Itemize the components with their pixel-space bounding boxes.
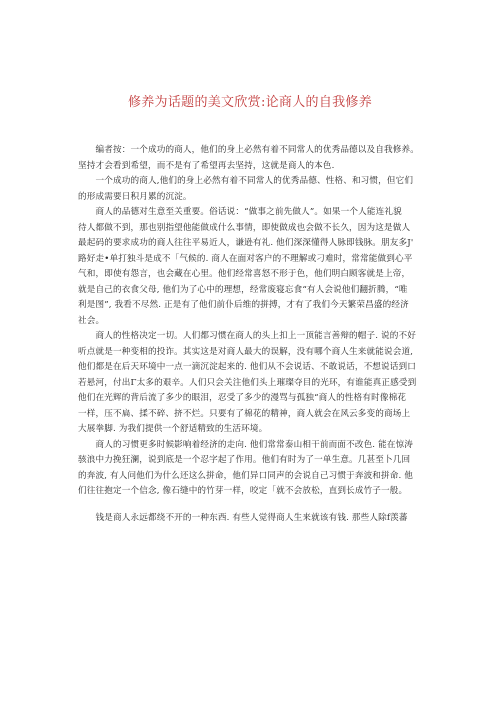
text-line: 就是自己的衣食父母, 他们为了心中的理想，经常废寝忘食“有人会说他们翻折腾，“唯 [78, 284, 408, 295]
text-line: 商人的品德对生意至关重要。俗话说：“做事之前先做人”。如果一个人能连礼貌 [78, 207, 402, 217]
text-line: 最起码的要求成功的商人往往平易近人，谦逊有礼. 他们深深懂得人脉即钱脉。朋友多J' [78, 238, 414, 248]
text-line: 他们在光辉的背后流了多少的眼泪，忍受了多少的漫骂与孤独“商人的性格有时像棉花 [78, 393, 407, 403]
text-line: 若悬河，付出Γ太多的艰辛。人们只会关注他们头上璀璨夺目的光环，有谁能真正感受到 [78, 377, 417, 388]
text-line: 骇浪中力挽狂澜，说到底是一个忍字起了作用。他们有时为了一单生意。几甚至卜几回 [78, 455, 411, 465]
text-line: 一个成功的商人,他们的身上必然有着不同常人的优秀品德、性格、和习惯，但它们 [78, 176, 414, 186]
text-line: 气和，即使有怨言，也会藏在心里。他们经常喜怒不形于色，他们明白顾客就是上帝， [78, 269, 411, 279]
text-line: 一样，压不扁、揉不碎、挤不烂。只要有了棉花的精神，商人就会在风云多变的商场上 [78, 408, 411, 419]
text-line: 的奔波, 有人问他们为什么还这么拼命，他们异口同声的会说自己习惯于奔波和拼命. 他 [78, 470, 414, 481]
text-line: 利是图”, 我看不尽然. 正是有了他们前仆后维的拼搏，才有了我们今天繁荣昌盛的经济 [78, 300, 409, 310]
text-line: 编者按：一个成功的商人，他们的身上必然有着不同常人的优秀品德以及自我修养。 [78, 145, 420, 155]
text-line: 大展拳脚. 为我们提供一个舒适精致的生活环境。 [78, 424, 268, 434]
text-line: 商人的习惯更多时候影响着经济的走向. 他们常常泰山相干前而面不改色. 能在惊涛 [78, 439, 414, 450]
text-line: 坚持才会看到希望，而不是有了希望再去坚持，这就是商人的本色. [78, 160, 335, 171]
text-line: 他们都是在后天环境中一点一滴沉淀起来的. 他们从不会说话、不敢说话，不想说话到口 [78, 362, 417, 372]
text-line: 路好走•单打独斗是成不「气候的. 商人在面对客户的不理解或刁难时，常常能做到心平 [78, 253, 413, 264]
text-line: 待人都做不到，那也别指望他能做成什么事情，即使做成也会做不长久，因为这是做人 [78, 222, 411, 233]
text-line: 社会。 [78, 315, 105, 326]
paragraph-gap [78, 500, 428, 511]
text-line: 听点就是一种变相的投诈。其实这是对商人最大的误解，没有哪个商人生来就能说会道, [78, 346, 414, 357]
text-line: 们往往抱定一个信念, 像石缝中的竹芽一样，咬定「就不会放松，直到长成竹子一般。 [78, 486, 408, 496]
document-title: 修养为话题的美文欣赏:论商人的自我修养 [127, 95, 373, 110]
text-line: 钱是商人永远都绕不开的一种东西. 有些人觉得商人生来就该有钱. 那些人除f羡蕃 [78, 512, 408, 523]
text-line: 的形成需要日积月累的沉淀。 [78, 191, 192, 202]
text-line: 商人的性格决定一切。人们都习惯在商人的头上扣上一顶能言善辩的帽子. 说的不好 [78, 331, 417, 341]
article-body [78, 143, 428, 526]
